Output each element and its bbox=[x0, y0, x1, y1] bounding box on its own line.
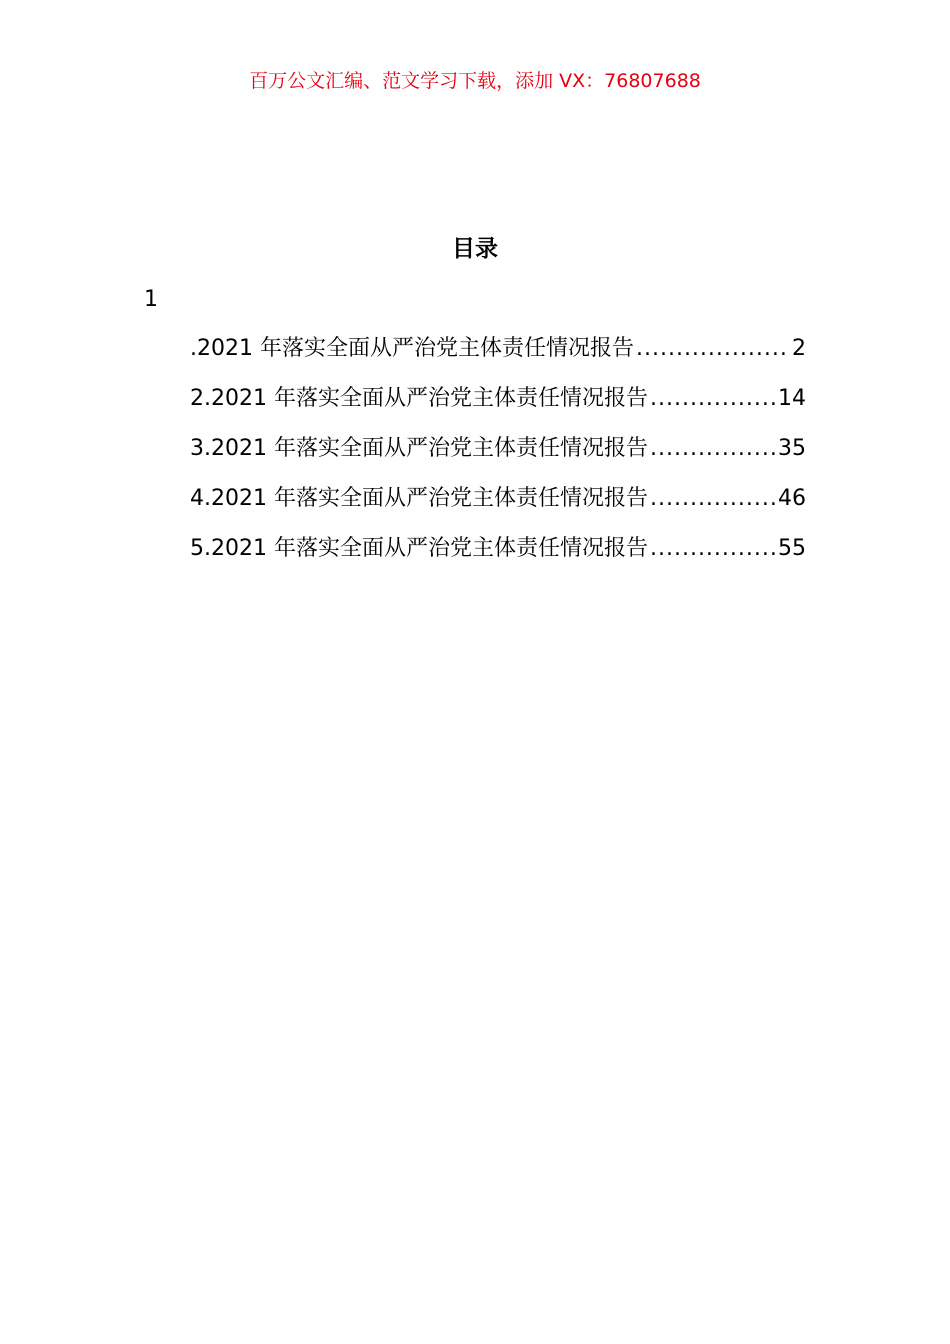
toc-entry-5[interactable] bbox=[190, 532, 806, 582]
toc-entry-page: 55 bbox=[778, 536, 806, 561]
toc-entry-page: 35 bbox=[778, 436, 806, 461]
toc-leader-dots bbox=[650, 482, 776, 516]
toc-heading-number: 1 bbox=[144, 287, 158, 312]
toc-leader-dots bbox=[636, 332, 790, 366]
toc-entry-1[interactable] bbox=[190, 332, 806, 382]
toc-entry-text: 4.2021 年落实全面从严治党主体责任情况报告 bbox=[190, 486, 648, 511]
toc-entry-text: 2.2021 年落实全面从严治党主体责任情况报告 bbox=[190, 386, 648, 411]
header-banner: 百万公文汇编、范文学习下载，添加 VX：76807688 bbox=[249, 70, 701, 92]
toc-leader-dots bbox=[650, 382, 776, 416]
toc-entry-page: 2 bbox=[792, 336, 806, 361]
toc-entry-text: 3.2021 年落实全面从严治党主体责任情况报告 bbox=[190, 436, 648, 461]
toc-leader-dots bbox=[650, 532, 776, 566]
toc-entry-3[interactable] bbox=[190, 432, 806, 482]
toc-entry-text: .2021 年落实全面从严治党主体责任情况报告 bbox=[190, 336, 634, 361]
toc-entry-2[interactable] bbox=[190, 382, 806, 432]
toc-title: 目录 bbox=[452, 236, 498, 262]
toc-list bbox=[190, 332, 806, 582]
toc-entry-text: 5.2021 年落实全面从严治党主体责任情况报告 bbox=[190, 536, 648, 561]
toc-leader-dots bbox=[650, 432, 776, 466]
toc-entry-page: 14 bbox=[778, 386, 806, 411]
toc-entry-4[interactable] bbox=[190, 482, 806, 532]
toc-entry-page: 46 bbox=[778, 486, 806, 511]
